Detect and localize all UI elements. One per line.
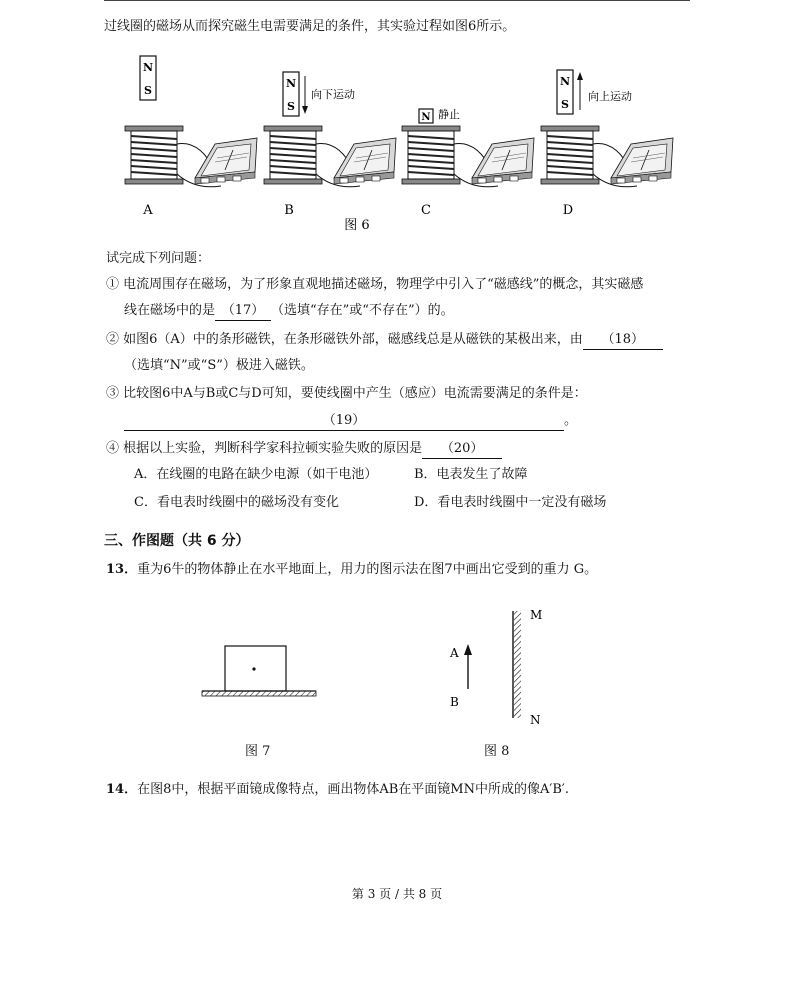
fig6-d-magnet-s: S	[561, 98, 569, 111]
q4-option-a[interactable]: A．在线圈的电路在缺少电源（如干电池）	[134, 467, 378, 482]
fig8-label-n: N	[530, 713, 541, 727]
fig6-a-magnet-n: N	[142, 61, 154, 74]
fig6-label-c: C	[421, 203, 431, 218]
fig6-d-note: 向上运动	[588, 90, 632, 103]
q14	[106, 781, 569, 799]
q2-line1	[106, 331, 663, 350]
fig6-b-note: 向下运动	[311, 88, 355, 101]
fig8-label-b: B	[450, 695, 459, 709]
q4-option-c[interactable]: C．看电表时线圈中的磁场没有变化	[134, 495, 339, 510]
fig6-d-magnet-n: N	[559, 75, 571, 88]
q2-line2: （选填“N”或“S”）极进入磁铁。	[124, 358, 314, 373]
fig7-ground	[202, 691, 316, 696]
q4-option-d[interactable]: D．看电表时线圈中一定没有磁场	[414, 495, 607, 510]
fig6-caption: 图 6	[344, 218, 370, 233]
q13-text: 重为6牛的物体静止在水平地面上，用力的图示法在图7中画出它受到的重力 G。	[137, 562, 598, 577]
blank-17[interactable]: （17）	[215, 302, 271, 321]
fig8-label-a: A	[450, 646, 459, 660]
figure-7	[198, 640, 338, 720]
fig6-c-magnet-n: N	[421, 112, 431, 123]
page-footer: 第 3 页 / 共 8 页	[351, 887, 443, 901]
q13-number: 13．	[106, 562, 138, 577]
blank-18[interactable]: （18）	[583, 331, 663, 350]
fig7-center-dot	[252, 667, 255, 670]
blank-20[interactable]: （20）	[422, 440, 502, 459]
figure-8	[440, 603, 560, 743]
fig6-a-magnet-s: S	[144, 84, 152, 97]
section-3-heading: 三、作图题（共 6 分）	[104, 533, 250, 549]
q3-end: 。	[564, 413, 578, 428]
fig6-panel-b	[264, 72, 396, 218]
q3-line1: ③ 比较图6中A与B或C与D可知，要使线圈中产生（感应）电流需要满足的条件是：	[106, 386, 587, 401]
q4-line1	[106, 440, 502, 459]
fig8-label-m: M	[530, 608, 543, 622]
q13	[106, 561, 597, 579]
top-rule	[104, 0, 690, 1]
q2-line1-a: ② 如图6（A）中的条形磁铁，在条形磁铁外部，磁感线总是从磁铁的某极出来，由	[106, 332, 583, 347]
fig6-c-note: 静止	[438, 108, 460, 121]
fig6-label-d: D	[562, 203, 574, 218]
fig8-mirror-hatch	[514, 611, 521, 718]
fig7-caption: 图 7	[245, 744, 271, 759]
fig6-panel-c	[402, 107, 534, 218]
fig6-b-magnet-n: N	[285, 77, 297, 90]
fig6-label-a: A	[143, 203, 153, 218]
blank-19[interactable]: （19）	[124, 412, 564, 431]
q1-line2-a: 线在磁场中的是	[124, 303, 216, 318]
q14-number: 14．	[106, 782, 138, 797]
fig6-label-b: B	[284, 203, 294, 218]
q1-line1: ① 电流周围存在磁场，为了形象直观地描述磁场，物理学中引入了“磁感线”的概念，其实磁感	[106, 277, 644, 292]
prompt: 试完成下列问题：	[106, 251, 211, 266]
q4-option-b[interactable]: B．电表发生了故障	[414, 467, 528, 482]
fig6-panel-a	[125, 56, 257, 218]
q3-line2	[124, 412, 577, 431]
q1-line2	[124, 302, 454, 321]
q14-text: 在图8中，根据平面镜成像特点，画出物体AB在平面镜MN中所成的像A′B′.	[137, 782, 569, 797]
fig6-panel-d	[541, 70, 673, 218]
intro-line: 过线圈的磁场从而探究磁生电需要满足的条件，其实验过程如图6所示。	[104, 19, 516, 34]
q4-line1-a: ④ 根据以上实验，判断科学家科拉顿实验失败的原因是	[106, 441, 423, 456]
q1-line2-b: （选填“存在”或“不存在”）的。	[271, 303, 454, 318]
fig8-caption: 图 8	[484, 744, 510, 759]
fig6-b-magnet-s: S	[287, 100, 295, 113]
